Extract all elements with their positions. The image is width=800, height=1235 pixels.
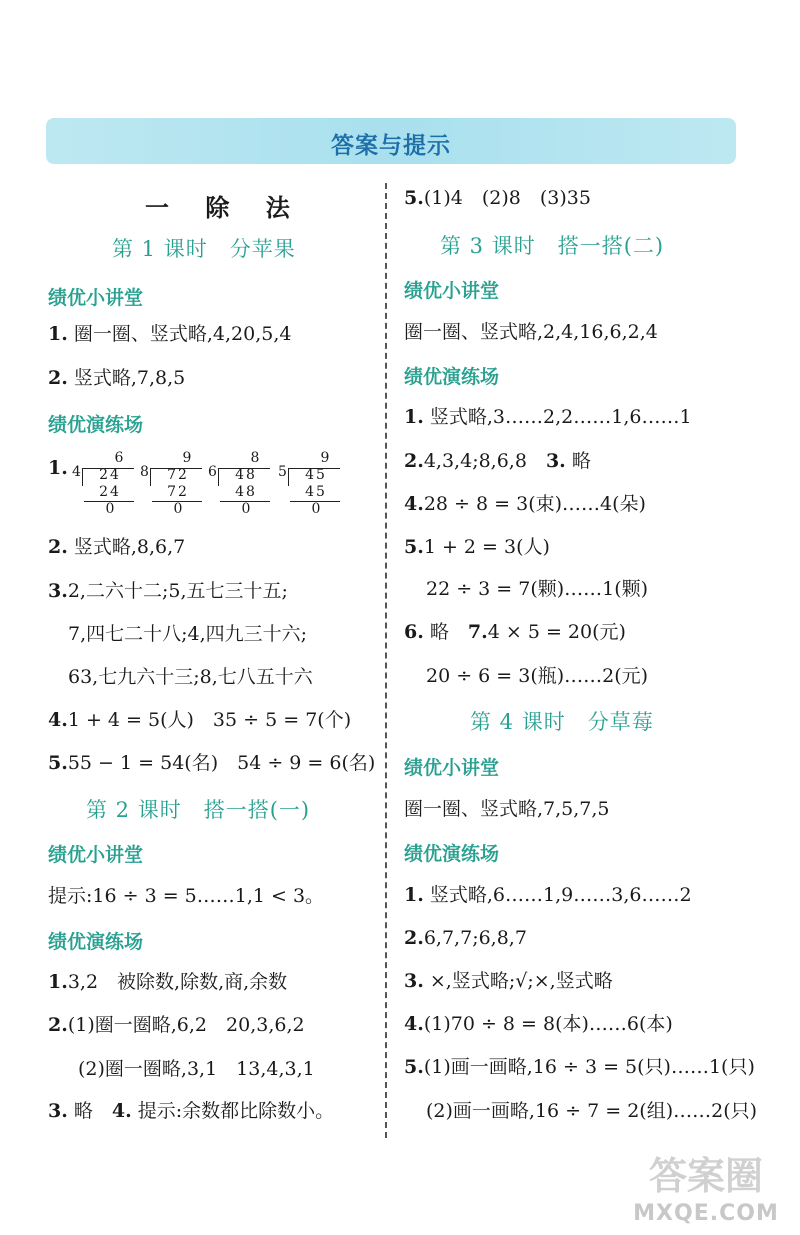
answer-line: 2.6,7,7;6,8,7: [404, 927, 527, 949]
section-practice-1: 绩优演练场: [48, 414, 144, 436]
header-banner: [46, 118, 736, 164]
hint-line: 提示:16 ÷ 3 = 5……1,1 < 3。: [48, 885, 325, 907]
section-practice-2: 绩优演练场: [48, 931, 144, 953]
answer-line: 2. 竖式略,8,6,7: [48, 536, 186, 558]
division-divisor: 5: [278, 464, 287, 480]
division-divisor: 8: [140, 464, 149, 480]
answer-line: 1. 圈一圈、竖式略,4,20,5,4: [48, 323, 292, 345]
answer-line: 1.3,2 被除数,除数,商,余数: [48, 971, 288, 993]
lesson-1-title: 第 1 课时 分苹果: [112, 237, 296, 261]
division-quotient: 9: [320, 450, 330, 466]
answer-line: 2.(1)圈一圈略,6,2 20,3,6,2: [48, 1014, 305, 1036]
division-divisor: 6: [208, 464, 217, 480]
answer-line: 22 ÷ 3 = 7(颗)……1(颗): [426, 578, 649, 600]
answer-line: 20 ÷ 6 = 3(瓶)……2(元): [426, 665, 649, 687]
division-product: 48: [235, 484, 257, 500]
answer-line: 4.28 ÷ 8 = 3(束)……4(朵): [404, 493, 646, 515]
answer-line: 63,七九六十三;8,七八五十六: [68, 666, 313, 688]
answer-line: 圈一圈、竖式略,2,4,16,6,2,4: [404, 321, 658, 343]
long-division: [140, 450, 210, 522]
division-dividend: 72: [167, 467, 189, 483]
division-remainder: 0: [105, 501, 115, 517]
section-lecture-1: 绩优小讲堂: [48, 287, 144, 309]
section-practice-4: 绩优演练场: [404, 843, 500, 865]
lesson-4-title: 第 4 课时 分草莓: [470, 710, 654, 734]
answer-line: 5.(1)4 (2)8 (3)35: [404, 187, 591, 209]
answer-line: 1. 竖式略,3……2,2……1,6……1: [404, 406, 692, 428]
section-lecture-4: 绩优小讲堂: [404, 757, 500, 779]
division-remainder: 0: [173, 501, 183, 517]
section-practice-3: 绩优演练场: [404, 366, 500, 388]
lesson-3-title: 第 3 课时 搭一搭(二): [440, 234, 665, 258]
long-division: [278, 450, 348, 522]
answer-line: 4.(1)70 ÷ 8 = 8(本)……6(本): [404, 1013, 673, 1035]
answer-line: 3. ×,竖式略;√;×,竖式略: [404, 970, 613, 992]
answer-line: 1. 竖式略,6……1,9……3,6……2: [404, 884, 692, 906]
division-product: 45: [305, 484, 327, 500]
column-divider: [385, 183, 387, 1138]
answer-line: 4.1 + 4 = 5(人) 35 ÷ 5 = 7(个): [48, 709, 352, 731]
watermark-answer: 答案圈: [648, 1154, 763, 1198]
division-product: 72: [167, 484, 189, 500]
answer-line: 7,四七二十八;4,四九三十六;: [68, 623, 308, 645]
answer-line: 3.2,二六十二;5,五七三十五;: [48, 580, 288, 602]
question-number: 1.: [48, 457, 68, 479]
page-title: 答案与提示: [331, 132, 451, 159]
answer-line: (2)画一画略,16 ÷ 7 = 2(组)……2(只): [426, 1100, 758, 1122]
division-remainder: 0: [311, 501, 321, 517]
division-dividend: 24: [99, 467, 121, 483]
answer-line: 圈一圈、竖式略,7,5,7,5: [404, 798, 610, 820]
division-divisor: 4: [72, 464, 81, 480]
division-dividend: 45: [305, 467, 327, 483]
division-quotient: 8: [250, 450, 260, 466]
section-lecture-3: 绩优小讲堂: [404, 280, 500, 302]
answer-line: 5.(1)画一画略,16 ÷ 3 = 5(只)……1(只): [404, 1056, 755, 1078]
division-remainder: 0: [241, 501, 251, 517]
answer-line: 2.4,3,4;8,6,8 3. 略: [404, 450, 591, 472]
lesson-2-title: 第 2 课时 搭一搭(一): [86, 798, 311, 822]
answer-line: 5.55 − 1 = 54(名) 54 ÷ 9 = 6(名): [48, 752, 376, 774]
division-product: 24: [99, 484, 121, 500]
division-quotient: 6: [114, 450, 124, 466]
answer-line: 3. 略 4. 提示:余数都比除数小。: [48, 1100, 335, 1122]
answer-line: 2. 竖式略,7,8,5: [48, 367, 186, 389]
watermark-logo: [626, 1135, 786, 1230]
long-division: [208, 450, 278, 522]
division-quotient: 9: [182, 450, 192, 466]
answer-line: 6. 略 7.4 × 5 = 20(元): [404, 621, 626, 643]
unit-title: 一 除 法: [145, 193, 304, 222]
answer-line: (2)圈一圈略,3,1 13,4,3,1: [78, 1058, 315, 1080]
division-dividend: 48: [235, 467, 257, 483]
section-lecture-2: 绩优小讲堂: [48, 844, 144, 866]
long-division: [72, 450, 142, 522]
watermark-site: MXQE.COM: [633, 1201, 779, 1226]
answer-line: 5.1 + 2 = 3(人): [404, 536, 550, 558]
